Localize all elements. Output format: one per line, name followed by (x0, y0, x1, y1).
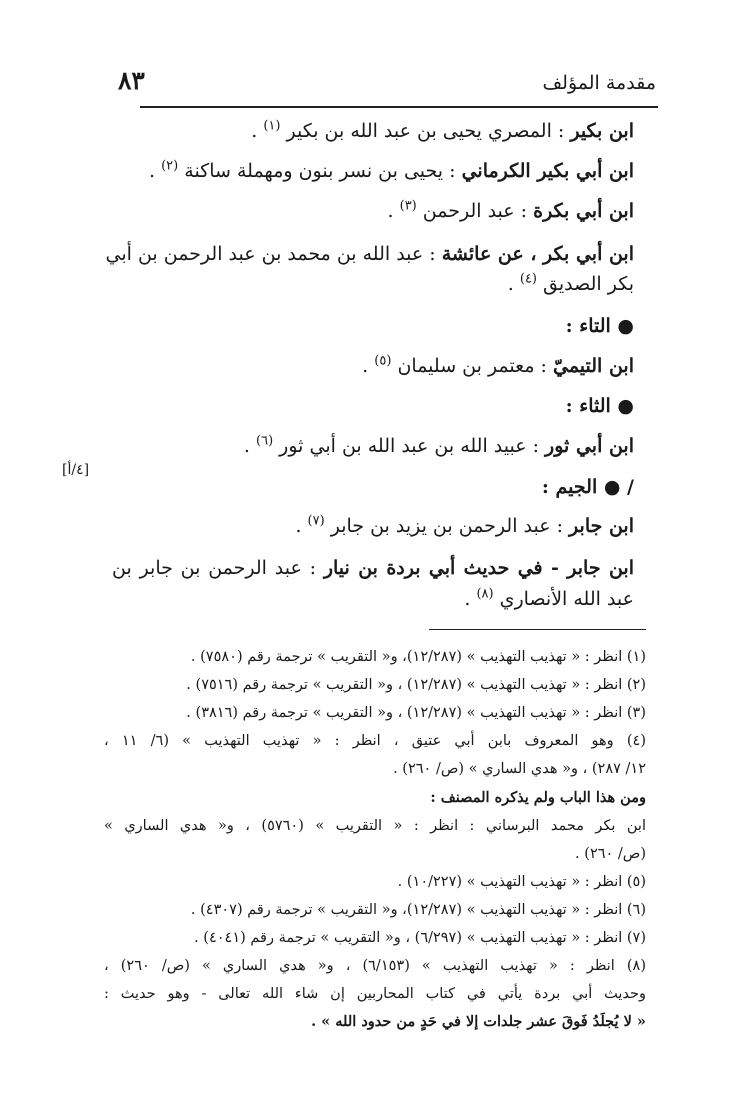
footnote-6: (٦) انظر : « تهذيب التهذيب » (١٢/٢٨٧)، و« التقريب » ترجمة رقم (٤٣٠٧) . (190, 902, 646, 918)
entry-name: ابن جابر (569, 515, 634, 537)
section-heading-ta: ● التاء : (565, 315, 634, 337)
entry-ibn-bukayr: ابن بكير : المصري يحيى بن عبد الله بن بكير $^{(١)}$ . (251, 118, 634, 142)
entry-ibn-al-taymi: ابن التيميّ : معتمر بن سليمان $^{(٥)}$ . (362, 353, 634, 377)
page-number: ٨٣ (118, 66, 145, 95)
entry-text: : المصري يحيى بن عبد الله بن بكير (280, 120, 571, 142)
entry-continuation: بكر الصديق $^{(٤)}$ . (507, 271, 634, 295)
footnote-ref: (٧) (307, 513, 325, 529)
entry-text: : عبد الرحمن بن يزيد بن جابر (324, 515, 570, 537)
footnote-7: (٧) انظر : « تهذيب التهذيب » (٦/٢٩٧) ، و« التقريب » ترجمة رقم (٤٠٤١) . (194, 930, 646, 946)
entry-text: : عبد الرحمن (416, 200, 534, 222)
footnote-1: (١) انظر : « تهذيب التهذيب » (١٢/٢٨٧)، و« التقريب » ترجمة رقم (٧٥٨٠) . (190, 649, 646, 665)
entry-name: ابن أبي بكير الكرماني (461, 160, 634, 182)
footnote-4-cont: ١٢/ ٢٨٧) ، و« هدي الساري » (ص/ ٢٦٠) . (393, 761, 646, 777)
entry-continuation: عبد الله الأنصاري $^{(٨)}$ . (464, 586, 634, 610)
footnote-5: (٥) انظر : « تهذيب التهذيب » (١٠/٢٢٧) . (397, 874, 646, 890)
entry-ibn-jabir-abi-burda (112, 554, 634, 582)
entry-ibn-abi-bakra: ابن أبي بكرة : عبد الرحمن $^{(٣)}$ . (387, 198, 634, 222)
footnote-ref: (٢) (161, 158, 179, 174)
footnote-ref: (٤) (519, 271, 537, 287)
footnote-4-addendum: ابن بكر محمد البرساني : انظر : « التقريب » (٥٧٦٠) ، و« هدي الساري » (104, 818, 646, 834)
entry-name: ابن بكير (570, 120, 634, 142)
section-heading-tha: ● الثاء : (565, 395, 634, 417)
entry-name: ابن التيميّ (552, 355, 634, 377)
footnote-4: (٤) وهو المعروف بابن أبي عتيق ، انظر : « تهذيب التهذيب » (٦/ ١١ ، (104, 733, 646, 749)
margin-folio-note: [٤/أ] (62, 462, 90, 478)
footnote-8: (٨) انظر : « تهذيب التهذيب » (٦/١٥٣) ، و« هدي الساري » (ص/ ٢٦٠) ، (104, 958, 646, 974)
footnote-ref: (١) (263, 118, 281, 134)
entry-text: : يحيى بن نسر بنون ومهملة ساكنة (178, 160, 462, 182)
entry-ibn-abi-bukayr: ابن أبي بكير الكرماني : يحيى بن نسر بنون ومهملة ساكنة $^{(٢)}$ . (148, 158, 634, 182)
header-rule (140, 106, 658, 108)
entry-name: ابن أبي بكرة (533, 200, 634, 222)
entry-ibn-jabir: ابن جابر : عبد الرحمن بن يزيد بن جابر $^{(٧)}$ . (295, 513, 634, 537)
footnote-ref: (٣) (399, 198, 417, 214)
entry-text: : عبد الرحمن بن جابر بن (112, 557, 324, 579)
running-header-title: مقدمة المؤلف (542, 72, 656, 94)
footnote-ref: (٨) (476, 586, 494, 602)
footnote-separator (429, 629, 646, 630)
entry-name: ابن أبي ثور (545, 435, 634, 457)
footnote-4-addendum-heading: ومن هذا الباب ولم يذكره المصنف : (430, 789, 646, 806)
entry-text: : معتمر بن سليمان (391, 355, 553, 377)
entry-ibn-abi-thawr: ابن أبي ثور : عبيد الله بن عبد الله بن أبي ثور $^{(٦)}$ . (243, 433, 634, 457)
section-heading-jim: / ● الجيم : (541, 476, 634, 498)
footnote-3: (٣) انظر : « تهذيب التهذيب » (١٢/٢٨٧) ، و« التقريب » ترجمة رقم (٣٨١٦) . (186, 705, 646, 721)
footnote-4-addendum-cont: (ص/ ٢٦٠) . (575, 846, 646, 862)
entry-text: : عبيد الله بن عبد الله بن أبي ثور (273, 435, 546, 457)
footnote-2: (٢) انظر : « تهذيب التهذيب » (١٢/٢٨٧) ، و« التقريب » ترجمة رقم (٧٥١٦) . (186, 677, 646, 693)
footnote-8-hadith: « لا يُجلَدُ فَوقَ عشر جلدات إلا في حَدٍ من حدود الله » . (311, 1013, 646, 1030)
footnote-ref: (٥) (374, 353, 392, 369)
entry-name: ابن جابر - في حديث أبي بردة بن نيار (323, 557, 634, 579)
entry-ibn-abi-bakr (105, 240, 634, 268)
entry-name: ابن أبي بكر ، عن عائشة (441, 243, 634, 265)
footnote-ref: (٦) (256, 433, 274, 449)
entry-text: : عبد الله بن محمد بن عبد الرحمن بن أبي (105, 243, 442, 265)
footnote-8-cont: وحديث أبي بردة يأتي في كتاب المحاربين إن شاء الله تعالى - وهو حديث : (104, 986, 646, 1002)
